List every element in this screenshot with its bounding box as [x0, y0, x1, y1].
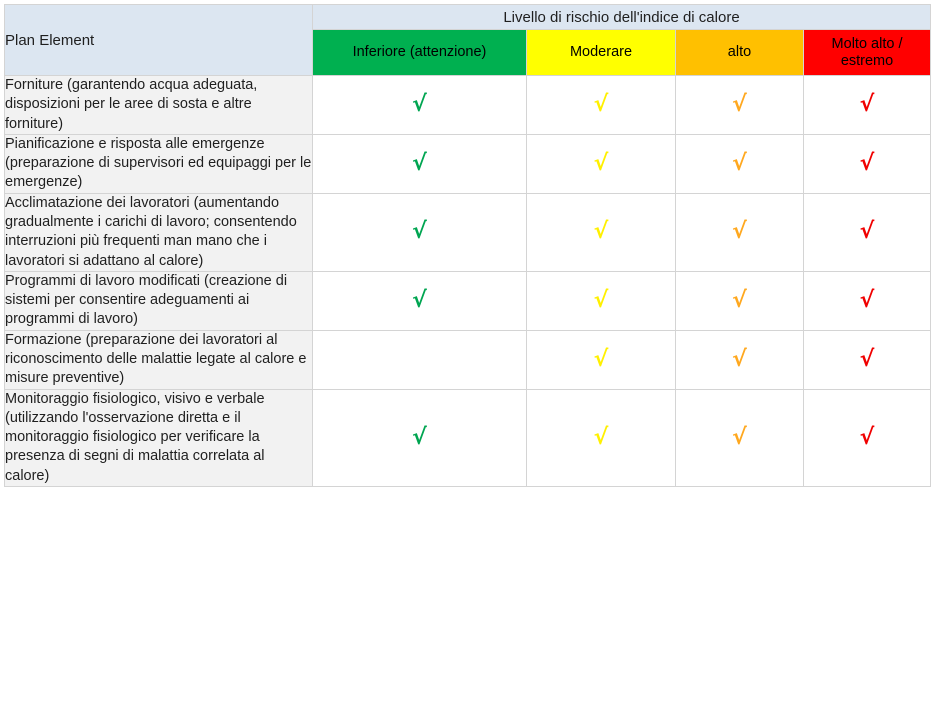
check-icon: √ — [732, 219, 747, 245]
check-cell-very-high — [804, 76, 931, 135]
check-icon: √ — [859, 150, 875, 176]
check-icon: √ — [859, 219, 875, 245]
check-icon: √ — [593, 150, 609, 176]
check-cell-very-high — [804, 134, 931, 193]
table-row — [5, 389, 931, 486]
check-cell-very-high — [804, 193, 931, 271]
check-icon: √ — [593, 346, 609, 372]
check-cell-low — [313, 330, 527, 389]
check-cell-high — [676, 134, 804, 193]
check-cell-low — [313, 389, 527, 486]
check-cell-moderate — [527, 193, 676, 271]
check-cell-high — [676, 76, 804, 135]
table-row — [5, 330, 931, 389]
check-icon: √ — [732, 150, 747, 176]
check-icon: √ — [412, 91, 427, 117]
column-header-risk-moderate: Moderare — [527, 30, 676, 76]
check-icon: √ — [732, 91, 747, 117]
check-icon: √ — [412, 287, 427, 313]
plan-element-cell: Forniture (garantendo acqua adeguata, disposizioni per le aree di sosta e altre forniture) — [5, 76, 313, 135]
column-header-risk-very-high: Molto alto / estremo — [804, 30, 931, 76]
check-cell-moderate — [527, 134, 676, 193]
check-cell-high — [676, 389, 804, 486]
check-cell-very-high — [804, 271, 931, 330]
table-row — [5, 193, 931, 271]
column-header-plan-element: Plan Element — [5, 5, 313, 76]
check-cell-moderate — [527, 330, 676, 389]
check-cell-low — [313, 271, 527, 330]
check-cell-moderate — [527, 271, 676, 330]
header-row-group — [5, 5, 931, 30]
check-icon: √ — [732, 346, 747, 372]
column-header-risk-level-group: Livello di rischio dell'indice di calore — [313, 5, 931, 30]
plan-element-cell: Acclimatazione dei lavoratori (aumentando gradualmente i carichi di lavoro; consentendo interruzioni più frequenti man mano che i lavoratori si adattano al calore) — [5, 193, 313, 271]
table-row — [5, 76, 931, 135]
check-cell-very-high — [804, 330, 931, 389]
heat-risk-matrix-table — [4, 4, 931, 487]
check-cell-very-high — [804, 389, 931, 486]
check-icon: √ — [593, 219, 609, 245]
check-cell-high — [676, 271, 804, 330]
check-cell-high — [676, 193, 804, 271]
column-header-risk-low: Inferiore (attenzione) — [313, 30, 527, 76]
table-body — [5, 76, 931, 487]
table-row — [5, 271, 931, 330]
check-icon: √ — [732, 424, 747, 450]
plan-element-cell: Formazione (preparazione dei lavoratori al riconoscimento delle malattie legate al calore e misure preventive) — [5, 330, 313, 389]
check-cell-low — [313, 134, 527, 193]
check-icon: √ — [593, 287, 609, 313]
check-icon: √ — [859, 346, 875, 372]
plan-element-cell: Monitoraggio fisiologico, visivo e verbale (utilizzando l'osservazione diretta e il monitoraggio fisiologico per verificare la presenza di segni di malattia correlata al calore) — [5, 389, 313, 486]
column-header-risk-high: alto — [676, 30, 804, 76]
check-icon: √ — [593, 424, 609, 450]
check-cell-moderate — [527, 389, 676, 486]
check-icon: √ — [412, 150, 427, 176]
plan-element-cell: Pianificazione e risposta alle emergenze (preparazione di supervisori ed equipaggi per le emergenze) — [5, 134, 313, 193]
check-icon: √ — [412, 424, 427, 450]
check-icon: √ — [859, 287, 875, 313]
check-cell-high — [676, 330, 804, 389]
check-cell-low — [313, 76, 527, 135]
check-icon: √ — [732, 287, 747, 313]
plan-element-cell: Programmi di lavoro modificati (creazione di sistemi per consentire adeguamenti ai programmi di lavoro) — [5, 271, 313, 330]
table-header — [5, 5, 931, 76]
check-icon: √ — [859, 91, 875, 117]
check-icon: √ — [412, 219, 427, 245]
check-cell-moderate — [527, 76, 676, 135]
table-row — [5, 134, 931, 193]
check-cell-low — [313, 193, 527, 271]
check-icon: √ — [593, 91, 609, 117]
check-icon: √ — [859, 424, 875, 450]
